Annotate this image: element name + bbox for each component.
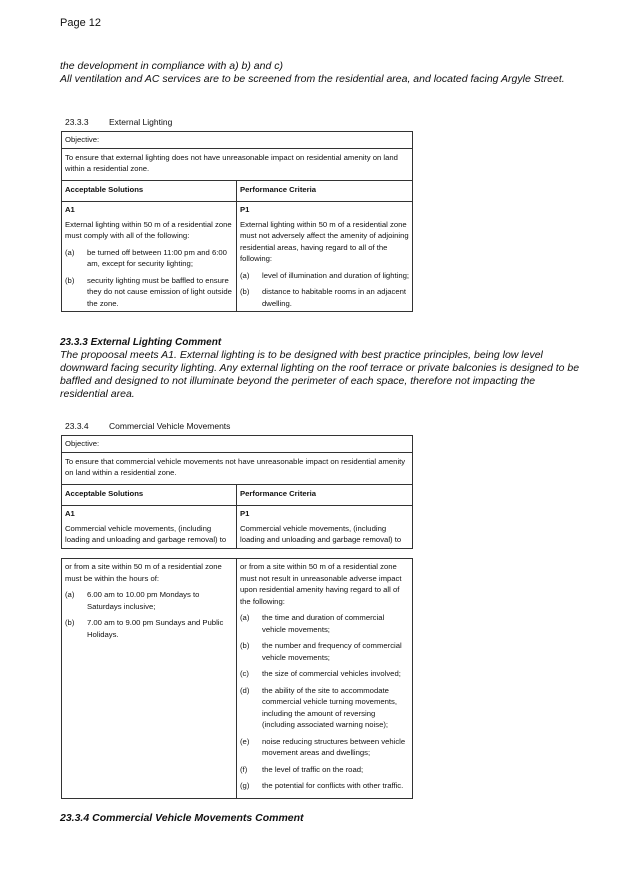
objective-text: To ensure that external lighting does not have unreasonable impact on residential amenity on land within a residential zone. [62, 148, 413, 180]
section-heading-commercial-vehicle-movements [65, 421, 230, 431]
performance-criteria-p1 [237, 202, 413, 312]
p1-label: P1 [240, 509, 250, 518]
objective-text: To ensure that commercial vehicle movements not have unreasonable impact on residential amenity on land within a residential zone. [62, 452, 413, 484]
section-title: Commercial Vehicle Movements [109, 421, 231, 431]
page-number: Page 12 [60, 17, 101, 29]
a1-label: A1 [65, 205, 75, 214]
list-item: (b) security lighting must be baffled to ensure they do not cause emission of light outside the zone. [65, 275, 232, 308]
list-item: (e) noise reducing structures between vehicle movement areas and dwellings; [240, 736, 406, 757]
performance-criteria-p1 [237, 506, 413, 549]
p1-text: External lighting within 50 m of a residential zone must not adversely affect the amenity of adjoining residential areas, having regard to all of the following: [240, 219, 409, 263]
list-item: (a) 6.00 am to 10.00 pm Mondays to Saturdays inclusive; [65, 590, 200, 611]
acceptable-solutions-header: Acceptable Solutions [62, 484, 237, 506]
comment-title: 23.3.3 External Lighting Comment [60, 337, 222, 348]
objective-label: Objective: [62, 436, 413, 453]
commercial-vehicle-table-top [61, 435, 413, 549]
performance-criteria-header: Performance Criteria [237, 484, 413, 506]
p1-text: Commercial vehicle movements, (including loading and unloading and garbage removal) to [240, 523, 402, 544]
acceptable-solution-a1 [62, 506, 237, 549]
commercial-vehicle-table-continued [61, 558, 413, 799]
objective-label: Objective: [62, 132, 413, 149]
performance-criteria-p1-continued [237, 559, 413, 799]
list-item: (b) 7.00 am to 9.00 pm Sundays and Public Holidays. [65, 618, 224, 639]
list-item: (a) the time and duration of commercial vehicle movements; [240, 613, 385, 634]
list-item: (a) be turned off between 11:00 pm and 6:00 am, except for security lighting; [65, 247, 227, 268]
list-item: (f) the level of traffic on the road; [240, 764, 364, 774]
list-item: (b) the number and frequency of commercial vehicle movements; [240, 641, 402, 662]
a1-continued-text: or from a site within 50 m of a residential zone must be within the hours of: [65, 562, 222, 583]
commercial-vehicle-comment-title: 23.3.4 Commercial Vehicle Movements Comment [60, 812, 304, 824]
intro-text [60, 60, 600, 86]
list-item: (g) the potential for conflicts with other traffic. [240, 781, 404, 790]
list-item: (b) distance to habitable rooms in an adjacent dwelling. [240, 287, 407, 308]
a1-text: External lighting within 50 m of a residential zone must comply with all of the following: [65, 219, 232, 240]
comment-body: The propoosal meets A1. External lighting is to be designed with best practice principles, being low level downward facing security lighting. Any external lighting on the roof terrace or private balconies is designed to be baffled and designed to not illuminate beyond the perimeter of each space, therefore not impacting the residential area. [60, 349, 580, 400]
performance-criteria-header: Performance Criteria [237, 180, 413, 202]
list-item: (c) the size of commercial vehicles involved; [240, 669, 401, 678]
external-lighting-comment [60, 336, 580, 401]
external-lighting-table [61, 131, 413, 312]
section-title: External Lighting [109, 117, 173, 127]
list-item: (a) level of illumination and duration of lighting; [240, 270, 410, 280]
acceptable-solution-a1-continued [62, 559, 237, 799]
section-heading-external-lighting [65, 117, 172, 127]
intro-line-2: All ventilation and AC services are to be screened from the residential area, and located facing Argyle Street. [60, 73, 565, 85]
section-number: 23.3.3 [65, 117, 89, 127]
p1-continued-text: or from a site within 50 m of a residential zone must not result in unreasonable adverse impact upon residential amenity having regard to all of the following: [240, 562, 402, 606]
p1-label: P1 [240, 205, 250, 214]
list-item: (d) the ability of the site to accommodate commercial vehicle turning movements, including the amount of reversing (including associated warning noise); [240, 685, 398, 729]
intro-line-1: the development in compliance with a) b) and c) [60, 60, 283, 72]
acceptable-solutions-header: Acceptable Solutions [62, 180, 237, 202]
a1-label: A1 [65, 509, 75, 518]
acceptable-solution-a1 [62, 202, 237, 312]
section-number: 23.3.4 [65, 421, 89, 431]
a1-text: Commercial vehicle movements, (including loading and unloading and garbage removal) to [65, 523, 227, 544]
